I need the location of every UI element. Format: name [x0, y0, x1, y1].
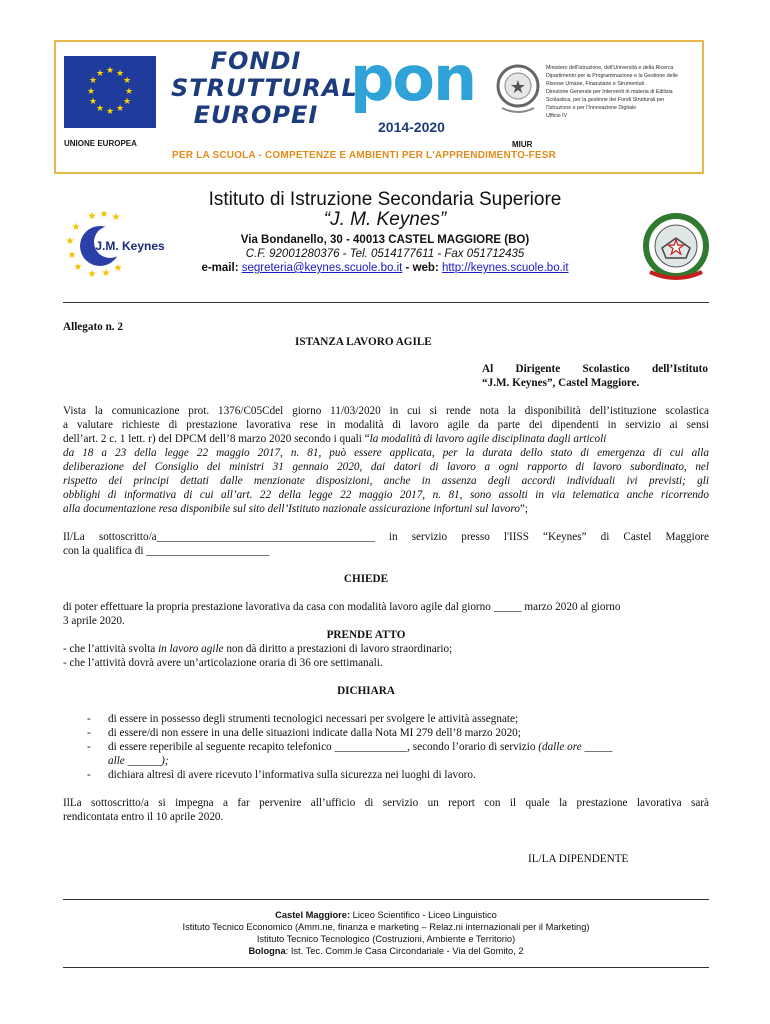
footer-line: Istituto Tecnico Tecnologico (Costruzioni, Ambiente e Territorio): [256, 934, 516, 944]
bullet-dash: -: [87, 727, 91, 739]
intro-line: a valutare richieste di prestazione lavorativa rese in modalità di lavoro agile da parte dei dipendenti in servizio ai sensi: [63, 419, 709, 431]
dichiara-item: dichiara altresì di avere ricevuto l’informativa sulla sicurezza nei luoghi di lavoro.: [108, 769, 476, 781]
svg-text:★: ★: [99, 210, 109, 220]
web-link[interactable]: http://keynes.scuole.bo.it: [441, 262, 569, 274]
svg-text:★: ★: [95, 69, 105, 79]
bullet-dash: -: [87, 741, 91, 753]
school-contacts: e-mail: segreteria@keynes.scuole.bo.it - web: http://keynes.scuole.bo.it: [201, 262, 569, 274]
dichiara-item: di essere/di non essere in una delle situazioni indicate dalla Nota MI 279 dell’8 marzo 2020;: [108, 727, 521, 739]
signer-line: Il/La sottoscritto/a_______________________________________ in servizio presso l'IISS “Keynes” di Castel Maggiore: [63, 531, 709, 543]
banner-tagline: PER LA SCUOLA - COMPETENZE E AMBIENTI PER L'APPRENDIMENTO-FESR: [172, 150, 557, 161]
qualification-line: con la qualifica di ______________________: [63, 545, 270, 557]
footer-line: Castel Maggiore: Liceo Scientifico - Liceo Linguistico: [275, 910, 497, 920]
email-link[interactable]: segreteria@keynes.scuole.bo.it: [241, 262, 403, 274]
chiede-text: di poter effettuare la propria prestazione lavorativa da casa con modalità lavoro agile dal giorno _____ marzo 2020 al giorno: [63, 601, 621, 613]
eu-label: UNIONE EUROPEA: [64, 139, 137, 148]
prende-atto-item: - che l’attività svolta in lavoro agile non dà diritto a prestazioni di lavoro straordinario;: [63, 643, 453, 655]
svg-text:★: ★: [122, 76, 132, 86]
footer-divider-top: [63, 899, 709, 900]
dichiara-item: di essere reperibile al seguente recapito telefonico _____________, secondo l’orario di servizio (dalle ore _____: [108, 741, 613, 753]
bullet-dash: -: [87, 713, 91, 725]
svg-text:★: ★: [73, 262, 83, 273]
svg-text:★: ★: [87, 211, 97, 222]
dichiara-heading: DICHIARA: [337, 685, 395, 697]
svg-text:★: ★: [115, 104, 125, 114]
footer-line: Bologna: Ist. Tec. Comm.le Casa Circondariale - Via del Gomito, 2: [248, 946, 524, 956]
svg-text:★: ★: [111, 212, 121, 223]
closing-text: IlLa sottoscritto/a si impegna a far pervenire all’ufficio di servizio un report con il quale la prestazione lavorativa sarà: [63, 797, 709, 809]
document-heading: ISTANZA LAVORO AGILE: [295, 336, 432, 348]
svg-text:★: ★: [105, 66, 115, 76]
intro-line: Vista la comunicazione prot. 1376/C05Cdel giorno 11/03/2020 in cui si rende nota la disponibilità dell’istituzione scolastica: [63, 405, 709, 417]
svg-text:★: ★: [115, 69, 125, 79]
school-type: Istituto di Istruzione Secondaria Superiore: [208, 189, 562, 210]
intro-quote-line: rispetto dei principi dettati dalle menzionate disposizioni, anche in assenza degli accordi individuali ivi previsti; gli: [63, 475, 709, 487]
recipient-line-1: Al Dirigente Scolastico dell’Istituto: [482, 363, 708, 375]
svg-text:★: ★: [67, 250, 77, 261]
dichiara-item-continued: alle ______);: [108, 755, 169, 767]
svg-text:★: ★: [88, 97, 98, 107]
svg-text:★: ★: [113, 263, 123, 274]
attachment-number: Allegato n. 2: [63, 321, 123, 333]
closing-text: rendicontata entro il 10 aprile 2020.: [63, 811, 224, 823]
svg-text:★: ★: [88, 76, 98, 86]
svg-text:J.M. Keynes: J.M. Keynes: [95, 239, 165, 253]
chiede-heading: CHIEDE: [343, 573, 389, 585]
prende-atto-heading: PRENDE ATTO: [326, 629, 406, 641]
dichiara-item: di essere in possesso degli strumenti tecnologici necessari per svolgere le attività assegnate;: [108, 713, 519, 725]
intro-quote-line: obblighi di informativa di cui all’art. 22 della legge 22 maggio 2017, n. 81, sono assolti in via telematica anche ricorrendo: [63, 489, 709, 501]
chiede-text: 3 aprile 2020.: [63, 615, 125, 627]
bullet-dash: -: [87, 769, 91, 781]
footer-line: Istituto Tecnico Economico (Amm.ne, finanza e marketing – Relaz.ni internazionali per il Marketing): [182, 922, 590, 932]
svg-text:★: ★: [509, 77, 527, 98]
school-tax-phone: C.F. 92001280376 - Tel. 0514177611 - Fax 051712435: [245, 248, 525, 260]
recipient-line-2: “J.M. Keynes”, Castel Maggiore.: [482, 377, 640, 389]
intro-line: dell’art. 2 c. 1 lett. r) del DPCM dell’8 marzo 2020 secondo i quali “la modalità di lavoro agile disciplinata dagli articoli: [63, 433, 607, 445]
svg-text:★: ★: [667, 235, 685, 259]
miur-emblem-icon: [496, 60, 540, 118]
pon-years: 2014-2020: [378, 119, 445, 135]
svg-text:★: ★: [71, 222, 81, 233]
header-divider: [63, 302, 709, 303]
intro-quote-line: alla documentazione resa disponibile sul sito dell’Istituto nazionale assicurazione infortuni sul lavoro”;: [63, 503, 528, 515]
svg-text:★: ★: [124, 87, 134, 97]
pon-logo: pon: [350, 42, 476, 115]
footer-divider-bottom: [63, 967, 709, 968]
intro-quote-line: da 18 a 23 della legge 22 maggio 2017, n. 81, può essere applicata, per la durata dello stato di emergenza di cui alla: [63, 447, 709, 459]
eu-flag-icon: [64, 56, 156, 128]
svg-text:★: ★: [95, 104, 105, 114]
school-name: “J. M. Keynes”: [323, 209, 447, 230]
signature-label: IL/LA DIPENDENTE: [528, 853, 629, 865]
pon-banner: [54, 40, 704, 174]
svg-text:★: ★: [65, 236, 75, 247]
svg-text:★: ★: [105, 107, 115, 117]
svg-text:★: ★: [87, 269, 97, 278]
prende-atto-item: - che l’attività dovrà avere un’articolazione oraria di 36 ore settimanali.: [63, 657, 383, 669]
fondi-strutturali-logo: FONDI STRUTTURALI EUROPEI: [171, 47, 368, 129]
svg-text:★: ★: [122, 97, 132, 107]
ministry-text: Ministero dell'Istruzione, dell'Università e della Ricerca Dipartimento per la Programmazione e la Gestione delle Risorse Umane, Finanziarie e Strumentali Direzione Generale per Interventi in materia di Edilizia Scolastica, per la gestione dei Fondi Strutturali per l'Istruzione e per l'Innovazione Digitale Ufficio IV: [546, 65, 678, 119]
school-address: Via Bondanello, 30 - 40013 CASTEL MAGGIORE (BO): [240, 234, 530, 246]
miur-label: MIUR: [512, 140, 533, 149]
svg-text:★: ★: [86, 87, 96, 97]
svg-text:★: ★: [101, 268, 111, 278]
italian-republic-emblem-icon: [640, 212, 712, 284]
intro-quote-line: deliberazione del Consiglio dei ministri 31 gennaio 2020, dai datori di lavoro a ogni rapporto di lavoro subordinato, nel: [63, 461, 709, 473]
